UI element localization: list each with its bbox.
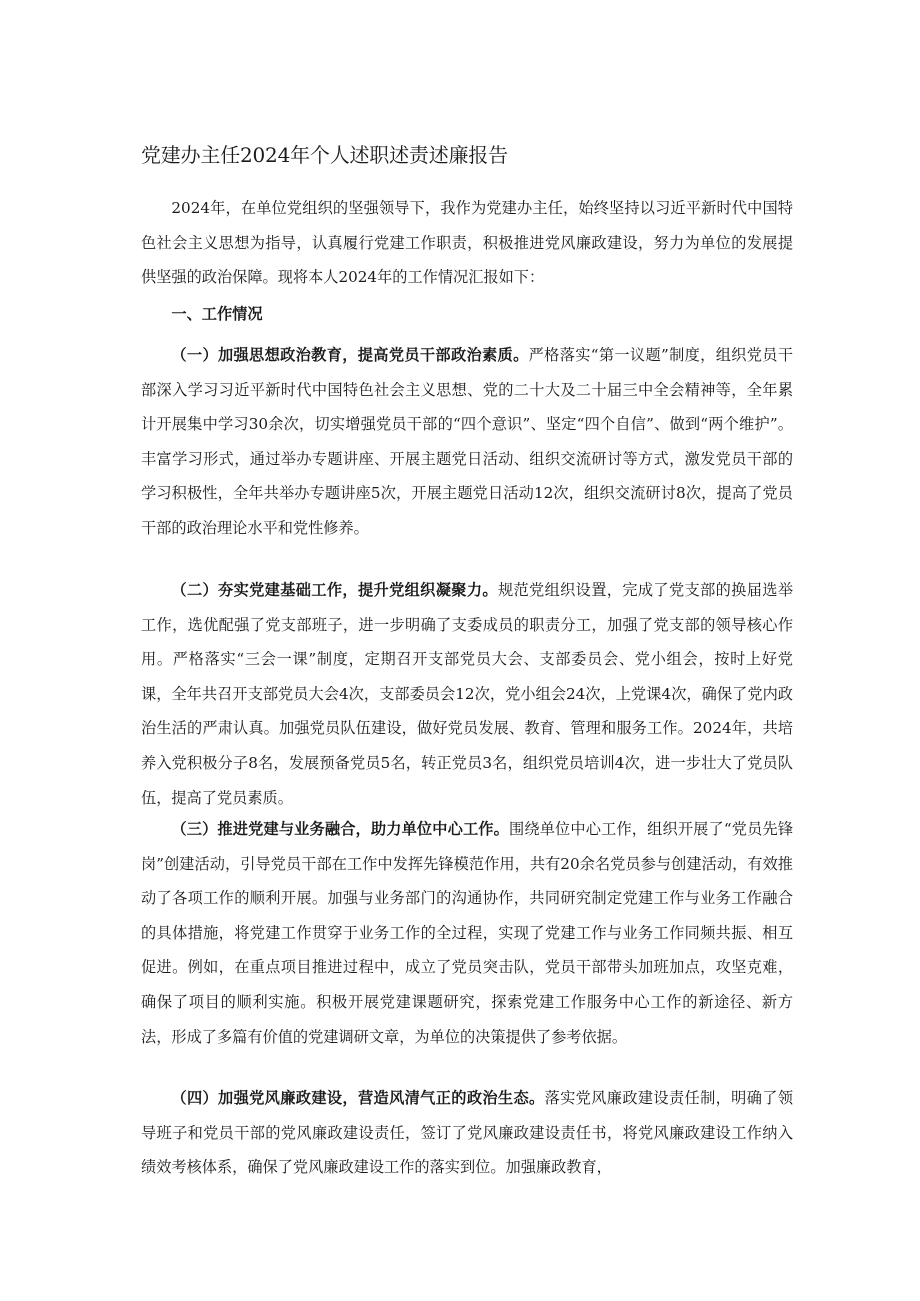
document-title: 党建办主任2024年个人述职述责述廉报告 bbox=[141, 143, 508, 167]
paragraph-4 bbox=[141, 1081, 793, 1185]
paragraph-2-text: 规范党组织设置，完成了党支部的换届选举工作，选优配强了党支部班子，进一步明确了支委成员的职责分工，加强了党支部的领导核心作用。严格落实“三会一课”制度，定期召开支部党员大会、支部委员会、党小组会，按时上好党课，全年共召开支部党员大会4次，支部委员会12次，党小组会24次，上党课4次，确保了党内政治生活的严肃认真。加强党员队伍建设，做好党员发展、教育、管理和服务工作。2024年，共培养入党积极分子8名，发展预备党员5名，转正党员3名，组织党员培训4次，进一步壮大了党员队伍，提高了党员素质。 bbox=[141, 581, 794, 807]
paragraph-1-text: 严格落实“第一议题”制度，组织党员干部深入学习习近平新时代中国特色社会主义思想、党的二十大及二十届三中全会精神等，全年累计开展集中学习30余次，切实增强党员干部的“四个意识”、坚定“四个自信”、做到“两个维护”。丰富学习形式，通过举办专题讲座、开展主题党日活动、组织交流研讨等方式，激发党员干部的学习积极性，全年共举办专题讲座5次，开展主题党日活动12次，组织交流研讨8次，提高了党员干部的政治理论水平和党性修养。 bbox=[141, 346, 794, 537]
paragraph-3 bbox=[141, 812, 793, 1054]
paragraph-3-text: 围绕单位中心工作，组织开展了“党员先锋岗”创建活动，引导党员干部在工作中发挥先锋模范作用，共有20余名党员参与创建活动，有效推动了各项工作的顺利开展。加强与业务部门的沟通协作，共同研究制定党建工作与业务工作融合的具体措施，将党建工作贯穿于业务工作的全过程，实现了党建工作与业务工作同频共振、相互促进。例如，在重点项目推进过程中，成立了党员突击队，党员干部带头加班加点，攻坚克难，确保了项目的顺利实施。积极开展党建课题研究，探索党建工作服务中心工作的新途径、新方法，形成了多篇有价值的党建调研文章，为单位的决策提供了参考依据。 bbox=[141, 820, 794, 1046]
paragraph-2 bbox=[141, 573, 793, 815]
paragraph-2-lead: （二）夯实党建基础工作，提升党组织凝聚力。 bbox=[171, 581, 498, 599]
intro-paragraph: 2024年，在单位党组织的坚强领导下，我作为党建办主任，始终坚持以习近平新时代中国特色社会主义思想为指导，认真履行党建工作职责，积极推进党风廉政建设，努力为单位的发展提供坚强的政治保障。现将本人2024年的工作情况汇报如下： bbox=[141, 199, 793, 287]
paragraph-1-lead: （一）加强思想政治教育，提高党员干部政治素质。 bbox=[171, 346, 529, 364]
paragraph-3-lead: （三）推进党建与业务融合，助力单位中心工作。 bbox=[171, 820, 510, 838]
section-heading-work-status: 一、工作情况 bbox=[171, 305, 263, 323]
paragraph-1 bbox=[141, 338, 793, 546]
paragraph-4-text: 落实党风廉政建设责任制，明确了领导班子和党员干部的党风廉政建设责任，签订了党风廉政建设责任书，将党风廉政建设工作纳入绩效考核体系，确保了党风廉政建设工作的落实到位。加强廉政教育， bbox=[141, 1089, 794, 1177]
paragraph-4-lead: （四）加强党风廉政建设，营造风清气正的政治生态。 bbox=[171, 1089, 545, 1107]
